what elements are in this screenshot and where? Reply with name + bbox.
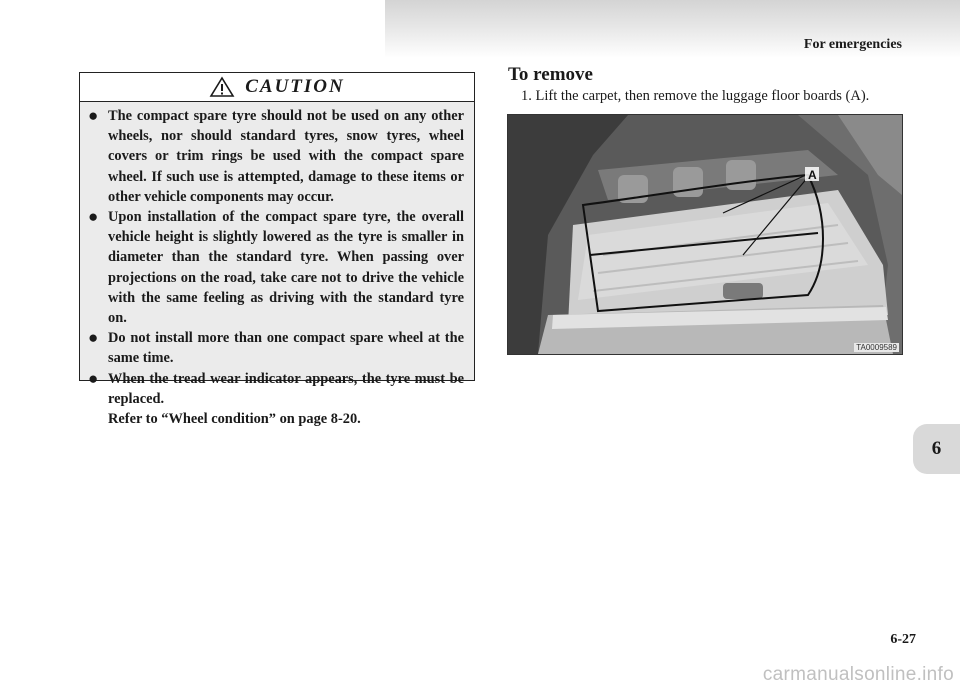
- figure-code: TA0009589: [856, 343, 897, 352]
- caution-item: [88, 106, 464, 207]
- caution-item-text: Do not install more than one compact spare wheel at the same time.: [108, 330, 464, 367]
- chapter-tab[interactable]: 6: [913, 424, 960, 474]
- caution-item-main-text: When the tread wear indicator appears, the tyre must be replaced.: [108, 370, 464, 407]
- watermark: carmanualsonline.info: [762, 664, 954, 685]
- bullet-dot-icon: ●: [88, 207, 99, 227]
- luggage-floor-drawing: [508, 115, 902, 354]
- page-number: 6-27: [890, 632, 916, 647]
- warning-triangle-icon: [209, 76, 235, 98]
- instruction-step: 1. Lift the carpet, then remove the luggage floor boards (A).: [521, 88, 870, 104]
- caution-list: [88, 106, 464, 429]
- caution-box: [79, 72, 475, 428]
- caution-title: CAUTION: [245, 76, 345, 97]
- caution-item-text: [108, 369, 464, 430]
- section-heading: To remove: [508, 64, 593, 85]
- caution-item-text: The compact spare tyre should not be used on any other wheels, nor should standard tyres, snow tyres, wheel covers or trim rings be used with the compact spare wheel. If such use is attempted, damage to these items or other vehicle components may occur.: [108, 108, 464, 205]
- figure-label-a: A: [808, 168, 817, 182]
- bullet-dot-icon: ●: [88, 106, 99, 125]
- bullet-dot-icon: ●: [88, 328, 99, 348]
- bullet-dot-icon: ●: [88, 368, 99, 388]
- caution-item: [88, 207, 464, 328]
- luggage-floor-illustration: [507, 114, 903, 355]
- caution-item: [88, 369, 464, 430]
- running-header: For emergencies: [803, 37, 902, 52]
- caution-item-text: Upon installation of the compact spare tyre, the overall vehicle height is slightly lowered as the tyre is smaller in diameter than the standard tyre. When passing over projections on the road, take care not to drive the vehicle with the same feeling as driving with the standard tyre on.: [108, 209, 464, 327]
- caution-item: [88, 328, 464, 368]
- page-reference-link[interactable]: Refer to “Wheel condition” on page 8-20.: [108, 411, 361, 428]
- caution-header: [80, 73, 474, 102]
